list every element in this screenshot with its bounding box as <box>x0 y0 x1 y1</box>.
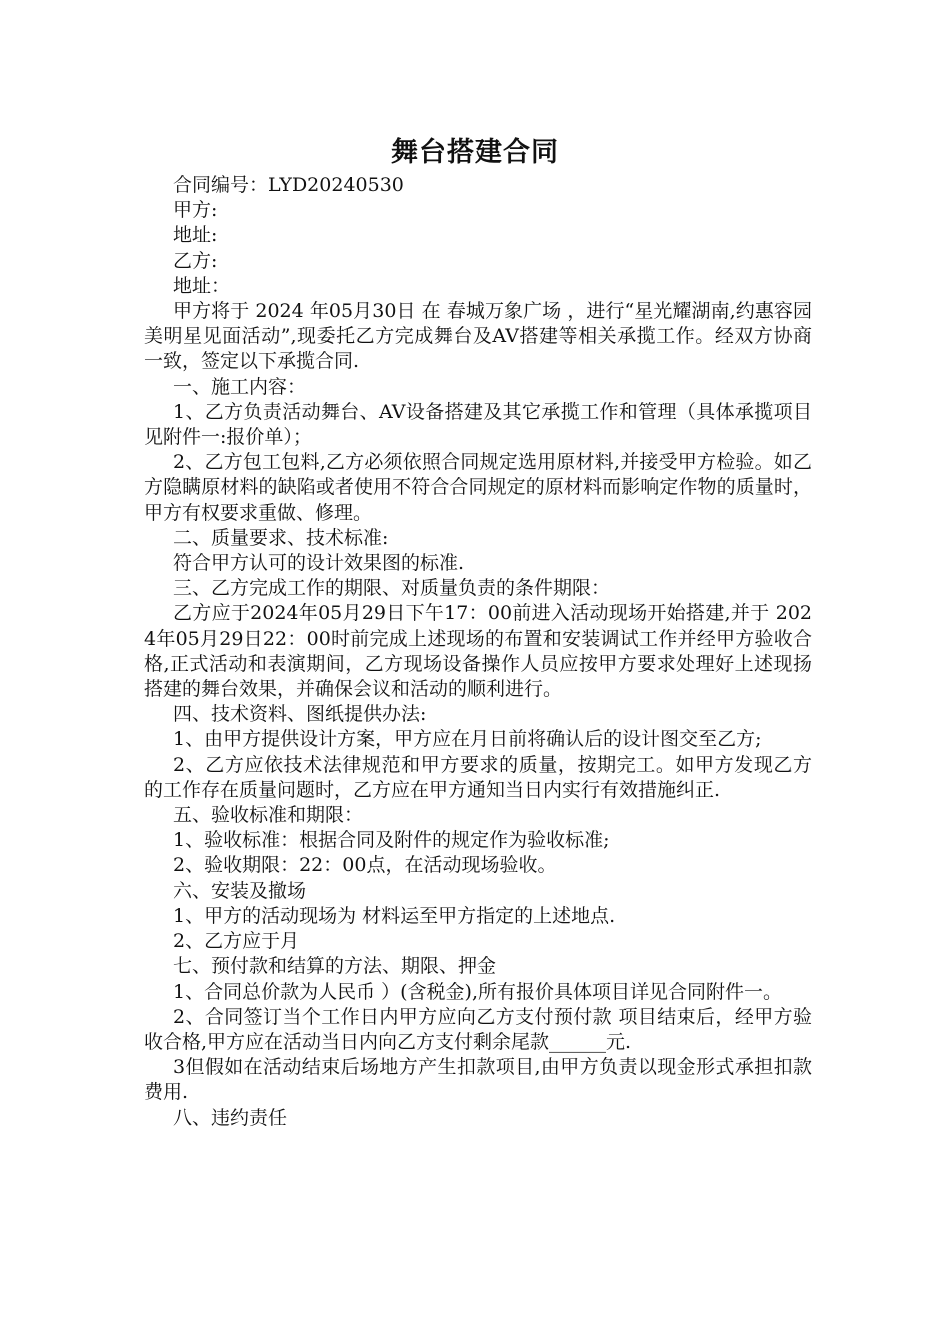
section-heading-2: 二、质量要求、技术标准: <box>173 526 389 549</box>
clause-3-text: 乙方应于2024年05月29日下午17：00前进入活动现场开始搭建,并于 2024年05月29日22：00时前完成上述现场的布置和安装调试工作并经甲方验收合格,正式活动和表演期间，乙方现场设备操作人员应按甲方要求处理好上述现扬搭建的舞台效果，并确保会议和活动的顺利进行。 <box>144 602 812 701</box>
clause-4-2: 2、乙方应依技术法律规范和甲方要求的质量，按期完工。如甲方发现乙方的工作存在质量问题时，乙方应在甲方通知当日内实行有效措施纠正. <box>144 753 812 801</box>
party-b-address-label: 地址： <box>173 274 231 297</box>
section-heading-8: 八、违约责任 <box>173 1106 288 1129</box>
clause-7-2: 2、合同签订当个工作日内甲方应向乙方支付预付款 项目结束后，经甲方验收合格,甲方应在活动当日内向乙方支付剩余尾款______元. <box>144 1005 812 1053</box>
clause-7-3: 3但假如在活动结束后场地方产生扣款项目,由甲方负责以现金形式承担扣款费用. <box>144 1056 812 1104</box>
party-a-address-label: 地址: <box>173 224 218 247</box>
clause-7-1: 1、合同总价款为人民币 ）(含税金),所有报价具体项目详见合同附件一。 <box>173 980 782 1003</box>
clause-1-1: 1、乙方负责活动舞台、AV设备搭建及其它承揽工作和管理（具体承揽项目见附件一:报价单）； <box>144 400 812 449</box>
clause-2-text: 符合甲方认可的设计效果图的标准. <box>173 552 465 575</box>
document-title: 舞台搭建合同 <box>391 137 559 168</box>
clause-5-2: 2、验收期限：22：00点，在活动现场验收。 <box>173 854 557 877</box>
clause-4-1: 1、由甲方提供设计方案，甲方应在月日前将确认后的设计图交至乙方; <box>173 728 762 751</box>
party-a-label: 甲方: <box>173 199 218 222</box>
section-heading-3: 三、乙方完成工作的期限、对质量负责的条件期限： <box>173 577 611 600</box>
section-heading-7: 七、预付款和结算的方法、期限、押金 <box>173 955 497 978</box>
contract-body <box>144 173 812 1131</box>
clause-6-2: 2、乙方应于月 <box>173 930 300 953</box>
section-heading-4: 四、技术资料、图纸提供办法: <box>173 703 427 726</box>
section-heading-1: 一、施工内容： <box>173 375 307 398</box>
clause-1-2: 2、乙方包工包料,乙方必须依照合同规定选用原材料,并接受甲方检验。如乙方隐瞒原材料的缺陷或者使用不符合合同规定的原材料而影响定作物的质量时，甲方有权要求重做、修理。 <box>144 451 812 524</box>
clause-5-1: 1、验收标准：根据合同及附件的规定作为验收标准; <box>173 829 610 852</box>
section-heading-5: 五、验收标准和期限： <box>173 804 364 827</box>
section-heading-6: 六、安装及撤场 <box>173 879 307 902</box>
intro-paragraph: 甲方将于 2024 年05月30日 在 春城万象广场 ，进行“星光耀湖南,约惠容园美明星见面活动”,现委托乙方完成舞台及AV搭建等相关承揽工作。经双方协商一致，签定以下承揽合同. <box>144 300 812 373</box>
clause-6-1: 1、甲方的活动现场为 材料运至甲方指定的上述地点. <box>173 904 616 927</box>
party-b-label: 乙方: <box>173 249 218 272</box>
contract-number: 合同编号：LYD20240530 <box>173 174 404 196</box>
